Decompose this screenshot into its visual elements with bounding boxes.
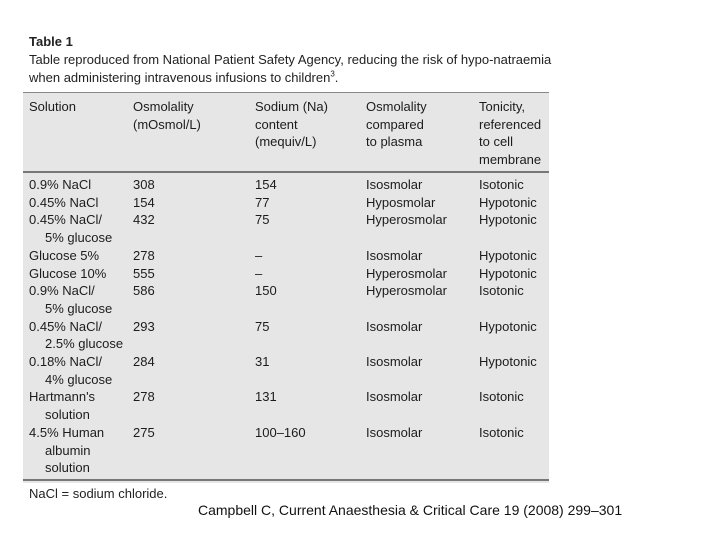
cell-tonicity: Hypotonic [479,194,537,210]
cell-sodium: – [255,265,263,281]
cell-osmolality: 275 [133,424,155,440]
cell-solution: solution [45,407,90,423]
cell-solution: 0.9% NaCl/ [29,283,95,299]
cell-osmolality: 278 [133,247,155,263]
cell-tonicity: Hypotonic [479,265,537,281]
cell-solution: 0.45% NaCl/ [29,212,102,228]
cell-solution: 4% glucose [45,371,113,387]
cell-solution: Hartmann's [29,389,96,405]
cell-compared: Isosmolar [366,247,423,263]
cell-tonicity: Isotonic [479,283,524,299]
cell-solution: albumin [45,442,91,458]
cell-solution: 0.9% NaCl [29,177,92,192]
cell-tonicity: Hypotonic [479,212,537,228]
header-osmolality: Osmolality [133,99,194,114]
cell-compared: Isosmolar [366,354,423,369]
cell-compared: Hyperosmolar [366,212,447,228]
header-tonicity: membrane [479,152,542,168]
cell-compared: Isosmolar [366,389,423,405]
cell-compared: Isosmolar [366,424,423,440]
cell-sodium: 75 [255,212,270,228]
data-table [23,92,549,483]
header-compared: compared [366,116,424,132]
cell-compared: Hyperosmolar [366,265,447,281]
cell-sodium: 150 [255,283,277,299]
header-sodium: (mequiv/L) [255,134,317,150]
header-tonicity: Tonicity, [479,99,525,114]
cell-solution: 0.45% NaCl/ [29,318,102,334]
cell-osmolality: 293 [133,318,155,334]
header-solution: Solution [29,99,76,114]
cell-tonicity: Isotonic [479,424,524,440]
cell-osmolality: 284 [133,354,155,369]
cell-solution: Glucose 10% [29,265,107,281]
cell-tonicity: Isotonic [479,177,524,192]
header-sodium: Sodium (Na) [255,99,328,114]
cell-solution: solution [45,460,90,476]
cell-osmolality: 154 [133,194,155,210]
cell-solution: 5% glucose [45,230,113,246]
table-footnote: NaCl = sodium chloride. [29,486,168,501]
cell-sodium: 154 [255,177,277,192]
table-caption [29,51,554,87]
cell-osmolality: 278 [133,389,155,405]
header-compared: to plasma [366,134,423,150]
cell-tonicity: Hypotonic [479,247,537,263]
cell-compared: Hyposmolar [366,194,436,210]
cell-osmolality: 308 [133,177,155,192]
cell-solution: 5% glucose [45,300,113,316]
header-compared: Osmolality [366,99,427,114]
cell-sodium: – [255,247,263,263]
cell-sodium: 75 [255,318,270,334]
cell-tonicity: Hypotonic [479,354,537,369]
cell-solution: Glucose 5% [29,247,100,263]
caption-end: . [334,70,339,85]
cell-compared: Isosmolar [366,177,423,192]
cell-osmolality: 586 [133,283,155,299]
cell-osmolality: 555 [133,265,155,281]
header-rule [23,171,549,173]
cell-compared: Isosmolar [366,318,423,334]
cell-solution: 4.5% Human [29,424,105,440]
cell-osmolality: 432 [133,212,155,228]
cell-solution: 0.18% NaCl/ [29,354,102,369]
source-citation: Campbell C, Current Anaesthesia & Critical Care 19 (2008) 299–301 [198,502,623,518]
cell-sodium: 100–160 [255,424,306,440]
cell-compared: Hyperosmolar [366,283,447,299]
bottom-rule [23,479,549,481]
header-tonicity: referenced [479,116,542,132]
cell-sodium: 77 [255,194,270,210]
table-caption-title: Table 1 [29,34,73,49]
header-osmolality: (mOsmol/L) [133,116,201,132]
cell-sodium: 31 [255,354,270,369]
header-tonicity: to cell [479,134,513,150]
cell-tonicity: Hypotonic [479,318,537,334]
cell-solution: 2.5% glucose [45,336,124,352]
cell-solution: 0.45% NaCl [29,194,99,210]
caption-reference: 3 [330,69,335,79]
caption-text: Table reproduced from National Patient Safety Agency, reducing the risk of hypo-natraemia when administering intravenous infusions to children [29,52,552,85]
cell-sodium: 131 [255,389,277,405]
header-sodium: content [255,116,298,132]
cell-tonicity: Isotonic [479,389,524,405]
